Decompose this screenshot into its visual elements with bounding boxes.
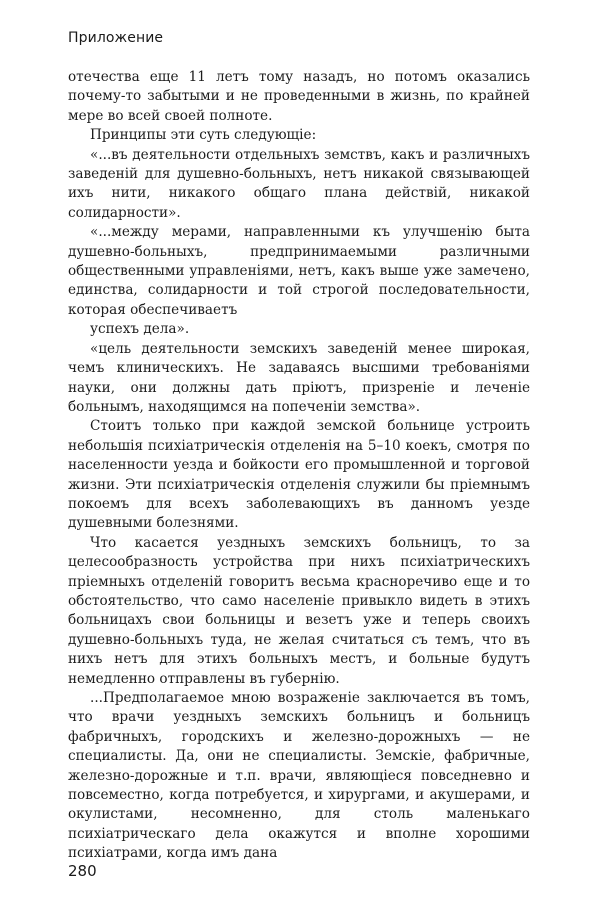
page-number: 280 — [68, 862, 97, 880]
quote-paragraph: «...между мерами, направленными къ улучшенiю быта душевно-больныхъ, предпринимаемыми различными общественными управленiями, нетъ, какъ выше уже замечено, единства, солидарности и той строгой последовательности, которая обеспечиваетъ — [68, 224, 530, 318]
paragraph: Принципы эти суть следующiе: — [90, 127, 317, 144]
paragraph: отечества еще 11 летъ тому назадъ, но потомъ оказались почему-то забытыми и не проведенными в жизнь, по крайней мере во всей своей полноте. — [68, 69, 530, 124]
quote-paragraph: «цель деятельности земскихъ заведенiй менее широкая, чемъ клиническихъ. Не задаваясь высшими требованiями науки, они должны дать прiютъ, призренiе и леченiе больнымъ, находящимся на попеченiи земства». — [68, 340, 530, 415]
running-header: Приложение — [68, 30, 164, 46]
quote-paragraph: успехъ дела». — [90, 321, 190, 338]
paragraph: Что касается уездныхъ земскихъ больницъ, то за целесообразность устройства при нихъ психiатрическихъ прiемныхъ отделенiй говоритъ весьма красноречиво еще и то обстоятельство, что само населенiе привыкло видеть в этихъ больницахъ свои больницы и везетъ уже и теперь своихъ душевно-больныхъ туда, не желая считаться съ темъ, что въ нихъ нетъ для этихъ больныхъ местъ, и больные будутъ немедленно отправлены въ губернiю. — [68, 534, 530, 687]
paragraph: Стоитъ только при каждой земской больнице устроить небольшiя психiатрическiя отделенiя на 5–10 коекъ, смотря по населенности уезда и бойкости его промышленной и торговой жизни. Эти психiатрическiя отделенiя служили бы прiемнымъ покоемъ для всехъ заболевающихъ въ данномъ уезде душевными болезнями. — [68, 418, 530, 532]
quote-paragraph: «...въ деятельности отдельныхъ земствъ, какъ и различныхъ заведенiй для душевно-больныхъ, нетъ никакой связывающей ихъ нити, никакого общаго плана действiй, никакой солидарности». — [68, 146, 530, 221]
paragraph: ...Предполагаемое мною возраженiе заключается въ томъ, что врачи уездныхъ земскихъ больницъ и больницъ фабричныхъ, городскихъ и железно-дорожныхъ — не специалисты. Да, они не специалисты. Земскiе, фабричные, железно-дорожные и т.п. врачи, являющiеся повседневно и повсеместно, когда потребуется, и хирургами, и акушерами, и окулистами, несомненно, для столь маленькаго психiатрическаго дела окажутся и вполне хорошими психiатрами, когда имъ дана — [68, 690, 530, 862]
body-text — [68, 68, 530, 864]
